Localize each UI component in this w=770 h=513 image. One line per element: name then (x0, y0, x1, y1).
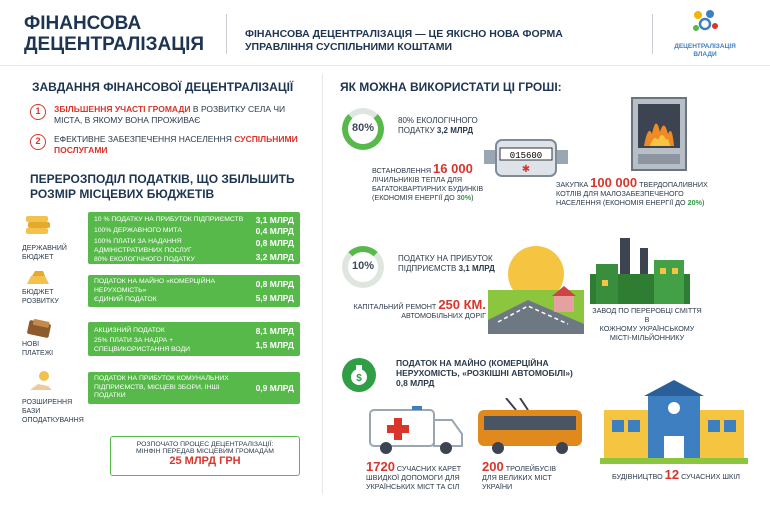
eco-percent-circle (342, 108, 384, 150)
tax-row-label: 80% ЕКОЛОГІЧНОГО ПОДАТКУ (94, 256, 195, 263)
boilers-line3: НАСЕЛЕННЯ (ЕКОНОМІЯ ЕНЕРГІЇ ДО (556, 198, 688, 207)
category-label: ДЕРЖАВНИЙ (22, 245, 67, 252)
category-label: НОВІ (22, 341, 40, 348)
category-label: БЮДЖЕТ (22, 289, 54, 296)
trolleybuses-text (482, 459, 557, 491)
tax-row-label-line: АДМІНІСТРАТИВНИХ ПОСЛУГ (94, 246, 192, 254)
boiler-icon (628, 94, 690, 174)
category-label: БАЗИ (22, 408, 41, 415)
heat-meters-line2: ЛІЧИЛЬНИКІВ ТЕПЛА ДЛЯ (372, 175, 463, 184)
boilers-line3-end: ) (702, 198, 705, 207)
logo-icon (688, 6, 722, 38)
property-tax-label (396, 358, 573, 388)
total-transfer-line1: РОЗПОЧАТО ПРОЦЕС ДЕЦЕНТРАЛІЗАЦІЇ: (136, 441, 274, 448)
redistribution-heading-line1: ПЕРЕРОЗПОДІЛ ПОДАТКІВ, ЩО ЗБІЛЬШИТЬ (30, 172, 295, 186)
tax-row-label: 10 % ПОДАТКУ НА ПРИБУТОК ПІДПРИЄМСТВ (94, 216, 244, 223)
tax-row-label-line: ПОДАТОК НА МАЙНО «КОМЕРЦІЙНА (94, 278, 216, 285)
profit-tax-line2: ПІДПРИЄМСТВ (398, 264, 459, 273)
subtitle-line2: УПРАВЛІННЯ СУСПІЛЬНИМИ КОШТАМИ (245, 41, 453, 53)
tasks-heading: ЗАВДАННЯ ФІНАНСОВОЇ ДЕЦЕНТРАЛІЗАЦІЇ (32, 80, 294, 94)
trolleybuses-count: 200 (482, 459, 504, 474)
task-1 (54, 104, 285, 126)
task-2-text: ЕФЕКТИВНЕ ЗАБЕЗПЕЧЕННЯ НАСЕЛЕННЯ (54, 134, 235, 144)
tax-row-label-line: НЕРУХОМІСТЬ» (94, 286, 147, 294)
heat-meters-text (372, 161, 484, 202)
ambulances-text (366, 459, 462, 491)
waste-plant-icon (590, 234, 690, 304)
hand-coins-icon (28, 370, 54, 394)
heat-meters-count: 16 000 (433, 161, 473, 176)
school-building-icon (600, 380, 748, 464)
trolleybus-icon (476, 398, 586, 458)
profit-percent: 10% (351, 260, 375, 272)
redistribution-heading (30, 172, 295, 202)
page-title (24, 13, 204, 55)
road-repair-line2: АВТОМОБІЛЬНИХ ДОРІГ (401, 311, 486, 320)
money-bag-icon (342, 358, 376, 392)
svg-text:$: $ (356, 373, 362, 384)
ambulance-icon (368, 404, 464, 456)
task-1-line2: МІСТА, В ЯКОМУ ВОНА ПРОЖИВАЄ (54, 115, 201, 125)
tax-row-value: 0,9 МЛРД (255, 383, 294, 393)
development-budget-box (88, 275, 300, 307)
ambulances-line3: УКРАЇНСЬКИХ МІСТ ТА СІЛ (366, 482, 460, 491)
header-divider (226, 14, 227, 54)
page-title-line2: ДЕЦЕНТРАЛІЗАЦІЯ (24, 34, 205, 55)
tax-row-value: 3,2 МЛРД (255, 252, 294, 262)
state-budget-box (88, 212, 300, 264)
boilers-count: 100 000 (590, 175, 638, 190)
total-transfer-box (110, 436, 300, 476)
schools-post: СУЧАСНИХ ШКІЛ (679, 472, 740, 481)
page-subtitle (245, 28, 563, 54)
profit-tax-amount: 3,1 МЛРД (458, 264, 495, 273)
eco-tax-line1: 80% ЕКОЛОГІЧНОГО (398, 116, 478, 125)
schools-pre: БУДІВНИЦТВО (612, 472, 665, 481)
schools-count: 12 (664, 467, 680, 482)
tax-row-label-line: СПЕЦВИКОРИСТАННЯ ВОДИ (94, 345, 191, 353)
tax-row-label: АКЦИЗНИЙ ПОДАТОК (94, 327, 165, 334)
boilers-line2: КОТЛІВ ДЛЯ МАЛОЗАБЕЗПЕЧЕНОГО (556, 189, 684, 198)
tax-row-label-line: ПІДПРИЄМСТВ, МІСЦЕВІ ЗБОРИ, ІНШІ (94, 383, 220, 391)
road-illustration (488, 240, 584, 334)
property-tax-line1: ПОДАТОК НА МАЙНО (КОМЕРЦІЙНА (396, 358, 549, 368)
eco-tax-line2: ПОДАТКУ (398, 126, 437, 135)
trolleybuses-line2: ДЛЯ ВЕЛИКИХ МІСТ (482, 473, 552, 482)
heat-meters-saving: 30% (456, 193, 472, 202)
task-2 (54, 134, 298, 156)
heat-meters-pre: ВСТАНОВЛЕННЯ (372, 166, 434, 175)
waste-plant-text (592, 306, 702, 342)
heat-meters-line4: (ЕКОНОМІЯ ЕНЕРГІЇ ДО (372, 193, 457, 202)
property-tax-line2: НЕРУХОМІСТЬ, «РОЗКІШНІ АВТОМОБІЛІ») (396, 368, 573, 378)
coins-stack-icon (24, 214, 54, 240)
tax-row-label-line: 25% ПЛАТИ ЗА НАДРА + (94, 337, 174, 344)
tax-row-value: 8,1 МЛРД (255, 326, 294, 336)
total-transfer-line2: МІНФІН ПЕРЕДАВ МІСЦЕВИМ ГРОМАДАМ (136, 448, 274, 455)
meter-digits: 015600 (509, 151, 543, 161)
money-bag-circle (342, 358, 376, 392)
category-new-payments (22, 340, 53, 358)
tax-row-value: 0,8 МЛРД (255, 238, 294, 248)
logo-text-line2: ВЛАДИ (693, 51, 717, 58)
decentralization-logo[interactable] (660, 6, 750, 64)
ambulances-count: 1720 (366, 459, 395, 474)
road-repair-text (340, 297, 486, 320)
tax-row-value: 1,5 МЛРД (255, 340, 294, 350)
tax-row-value: 3,1 МЛРД (255, 215, 294, 225)
wallet-icon (26, 318, 54, 338)
profit-tax-line1: ПОДАТКУ НА ПРИБУТОК (398, 254, 493, 263)
tax-row-label-line: ПОДАТОК НА ПРИБУТОК КОМУНАЛЬНИХ (94, 375, 229, 382)
trolleybuses-line1: ТРОЛЕЙБУСІВ (503, 464, 557, 473)
profit-percent-circle (342, 246, 384, 288)
boilers-post: ТВЕРДОПАЛИВНИХ (637, 180, 708, 189)
task-1-bold: ЗБІЛЬШЕННЯ УЧАСТІ ГРОМАДИ (54, 104, 191, 114)
property-tax-amount: 0,8 МЛРД (396, 378, 435, 388)
category-label: РОЗШИРЕННЯ (22, 399, 73, 406)
task-2-line2: ПОСЛУГАМИ (54, 145, 108, 155)
boilers-pre: ЗАКУПКА (556, 180, 591, 189)
task-number-2: 2 (30, 134, 46, 150)
tax-row-label (94, 238, 192, 255)
tax-row-value: 5,9 МЛРД (255, 293, 294, 303)
logo-text-line1: ДЕЦЕНТРАЛІЗАЦІЯ (674, 43, 736, 50)
header-divider (652, 14, 653, 54)
total-transfer-amount: 25 МЛРД ГРН (169, 455, 241, 467)
heat-meters-line4-end: ) (471, 193, 474, 202)
road-repair-km: 250 КМ. (438, 297, 486, 312)
tax-row-label (94, 278, 215, 295)
category-label: БЮДЖЕТ (22, 254, 54, 261)
subtitle-line1: ФІНАНСОВА ДЕЦЕНТРАЛІЗАЦІЯ — ЦЕ ЯКІСНО НОВА ФОРМА (245, 28, 563, 40)
redistribution-heading-line2: РОЗМІР МІСЦЕВИХ БЮДЖЕТІВ (30, 187, 215, 201)
heat-meters-line3: БАГАТОКВАРТИРНИХ БУДИНКІВ (372, 184, 484, 193)
category-state-budget (22, 244, 67, 262)
task-2-bold: СУСПІЛЬНИМИ (234, 134, 298, 144)
eco-tax-label (398, 116, 478, 136)
new-payments-box (88, 322, 300, 356)
tax-row-label (94, 337, 190, 354)
tax-base-box (88, 372, 300, 404)
boilers-saving: 20% (687, 198, 703, 207)
tax-row-label-line: 100% ПЛАТИ ЗА НАДАННЯ (94, 238, 182, 245)
category-development-budget (22, 288, 59, 306)
road-repair-pre: КАПІТАЛЬНИЙ РЕМОНТ (353, 302, 439, 311)
category-tax-base (22, 398, 84, 425)
tax-row-value: 0,4 МЛРД (255, 226, 294, 236)
waste-plant-line2: КОЖНОМУ УКРАЇНСЬКОМУ (599, 324, 695, 333)
waste-plant-line3: МІСТІ-МІЛЬЙОННИКУ (609, 333, 685, 342)
usage-heading: ЯК МОЖНА ВИКОРИСТАТИ ЦІ ГРОШІ: (340, 80, 562, 94)
task-number-1: 1 (30, 104, 46, 120)
tax-row-value: 0,8 МЛРД (255, 279, 294, 289)
ambulances-line2: ШВИДКОЇ ДОПОМОГИ ДЛЯ (366, 473, 460, 482)
schools-text (612, 467, 740, 482)
tax-row-label (94, 375, 229, 401)
column-divider (322, 74, 323, 494)
category-label: ОПОДАТКУВАННЯ (22, 417, 84, 424)
page-title-line1: ФІНАНСОВА (24, 13, 142, 34)
eco-percent: 80% (351, 122, 375, 134)
tax-row-label: 100% ДЕРЖАВНОГО МИТА (94, 227, 182, 234)
svg-text:✱: ✱ (521, 164, 531, 175)
category-label: РОЗВИТКУ (22, 298, 59, 305)
eco-tax-amount: 3,2 МЛРД (436, 126, 474, 135)
task-1-text: В РОЗВИТКУ СЕЛА ЧИ (190, 104, 286, 114)
tax-row-label-line: ПОДАТКИ (94, 392, 126, 399)
ambulances-line1: СУЧАСНИХ КАРЕТ (394, 464, 462, 473)
trolleybuses-line3: УКРАЇНИ (482, 482, 513, 491)
tax-row-label: ЄДИНИЙ ПОДАТОК (94, 296, 157, 303)
gold-bars-icon (24, 270, 54, 286)
waste-plant-line1: ЗАВОД ПО ПЕРЕРОБЦІ СМІТТЯ В (592, 306, 702, 324)
profit-tax-label (398, 254, 495, 274)
category-label: ПЛАТЕЖІ (22, 350, 54, 357)
boilers-text (556, 175, 708, 207)
